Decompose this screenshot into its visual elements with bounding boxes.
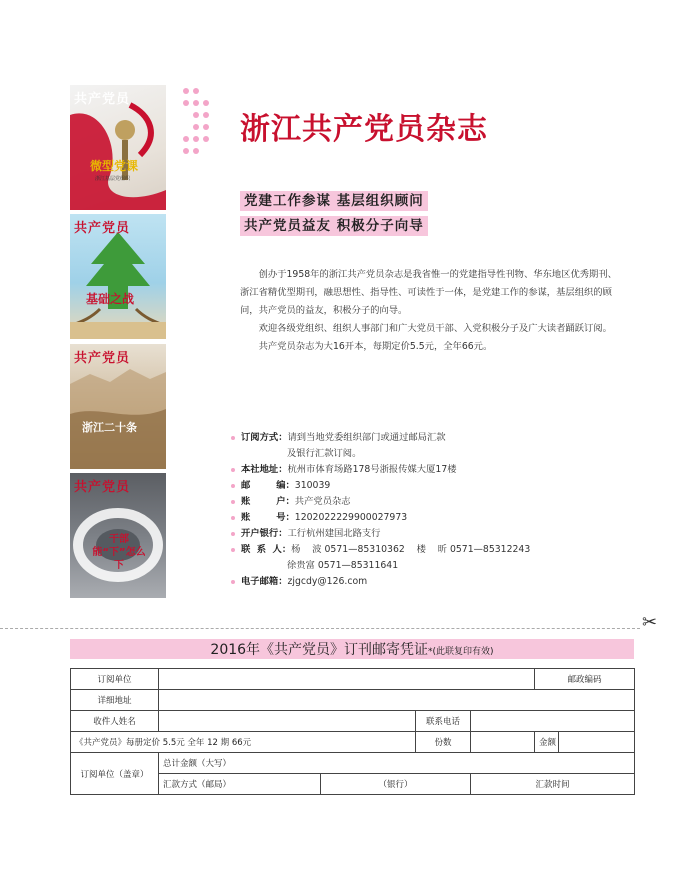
cover-masthead: 共产党员 [74,221,131,236]
account-no-row [231,510,631,526]
slogan-1: 党建工作参谋 基层组织顾问 [240,191,428,211]
contact-person-label: 联 系 人： [241,544,292,555]
price-text: 《共产党员》每册定价 5.5元 全年 12 期 66元 [71,732,416,753]
address-value: 杭州市体育场路178号浙报传媒大厦17楼 [287,464,457,475]
cover-title: 浙江二十条 [82,421,137,434]
cover-masthead: 共产党员 [74,480,131,495]
account-no-label: 账 号： [241,512,295,523]
cut-line [0,628,640,629]
bank-label: 开户银行： [241,528,288,539]
phone-label: 联系电话 [416,711,471,732]
account-name-value: 共产党员杂志 [294,496,351,507]
subscribe-label: 订阅方式： [241,432,288,443]
recipient-field[interactable] [159,711,416,732]
account-name-row [231,494,631,510]
email-row [231,574,631,590]
postcode-field-label: 邮政编码 [535,669,635,690]
recipient-label: 收件人姓名 [71,711,159,732]
phone-field[interactable] [471,711,635,732]
form-title-text: 2016年《共产党员》订刊邮寄凭证 [210,642,429,658]
amount-label: 金额 [535,732,559,753]
subscribe-value: 请到当地党委组织部门或通过邮局汇款 [287,432,446,443]
email-label: 电子邮箱： [241,576,288,587]
total-label: 总计金额（大写） [163,759,232,769]
contact-info [231,430,631,590]
table-row [71,753,635,774]
contact-person-value-2: 徐贵富 0571—85311641 [287,560,399,571]
intro-text [240,266,620,356]
subscribe-row [231,430,631,446]
method-post[interactable]: 汇款方式（邮局） [159,774,321,795]
amount-field[interactable] [559,732,635,753]
cover-masthead: 共产党员 [74,92,131,107]
address-row [231,462,631,478]
total-amount-field[interactable] [159,753,635,774]
cover-title: 基础之战 [86,292,135,306]
decorative-dots [183,88,213,163]
address-field[interactable] [159,690,635,711]
cover-subtitle: 浙江基层党组织 [95,176,131,182]
cover-image-1 [70,85,166,210]
form-note: *(此联复印有效) [428,647,494,657]
slogan-2: 共产党员益友 积极分子向导 [240,216,428,236]
unit-label: 订阅单位 [71,669,159,690]
address-label: 本社地址： [241,464,288,475]
contact-person-value: 杨 波 0571—85310362 楼 昕 0571—85312243 [291,544,531,555]
contact-person-row-cont [231,558,631,574]
postcode-row [231,478,631,494]
subscription-form [70,668,635,795]
method-bank[interactable]: （银行） [321,774,471,795]
bank-row [231,526,631,542]
email-value[interactable]: zjgcdy@126.com [287,576,368,587]
cover-image-4 [70,473,166,598]
intro-paragraph: 欢迎各级党组织、组织人事部门和广大党员干部、入党积极分子及广大读者踊跃订阅。 [258,323,612,334]
table-row [71,690,635,711]
account-no-value: 1202022229900027973 [294,512,408,523]
cover-masthead: 共产党员 [74,351,131,366]
seal-label: 订阅单位（盖章） [71,753,159,795]
postcode-value: 310039 [294,480,331,491]
copies-label: 份数 [416,732,471,753]
remit-time[interactable]: 汇款时间 [471,774,635,795]
subscribe-value-2: 及银行汇款订阅。 [287,448,362,459]
cover-image-3 [70,344,166,469]
cover-title: 干部能“下”怎么下 [92,534,146,571]
address-field-label: 详细地址 [71,690,159,711]
form-title [70,639,634,659]
subscribe-row-cont [231,446,631,462]
contact-person-row [231,542,631,558]
cover-title: 微型党课 [90,159,139,173]
scissors-icon: ✂ [642,612,658,633]
copies-field[interactable] [471,732,535,753]
intro-paragraph: 创办于1958年的浙江共产党员杂志是我省惟一的党建指导性刊物、华东地区优秀期刊、浙江省精优型期刊，融思想性、指导性、可读性于一体，是党建工作的参谋，基层组织的顾问，共产党员的益友，积极分子的向导。 [240,269,617,316]
page-title: 浙江共产党员杂志 [240,112,488,147]
table-row [71,732,635,753]
table-row [71,669,635,690]
table-row [71,711,635,732]
intro-paragraph: 共产党员杂志为大16开本，每期定价5.5元，全年66元。 [258,341,493,352]
account-name-label: 账 户： [241,496,295,507]
unit-field[interactable] [159,669,535,690]
postcode-label: 邮 编： [241,480,295,491]
cover-image-2 [70,214,166,339]
bank-value: 工行杭州建国北路支行 [287,528,381,539]
